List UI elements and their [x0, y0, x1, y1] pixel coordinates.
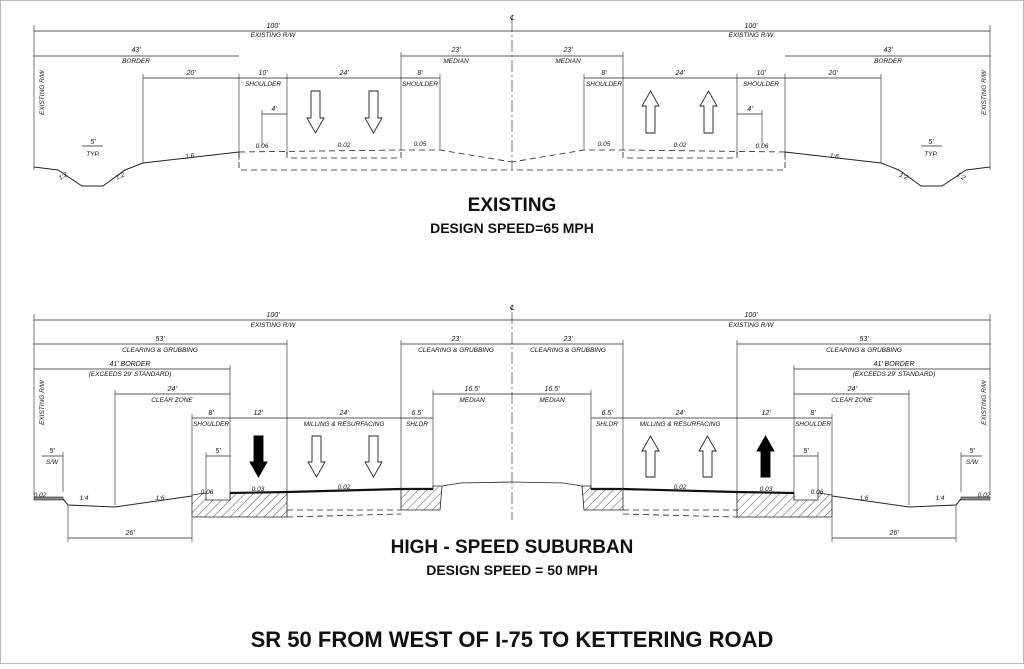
dim-24: 24' — [167, 386, 177, 393]
milling-label: MILLING & RESURFACING — [303, 421, 385, 428]
dim-5: 5' — [90, 139, 96, 146]
dim-23: 23' — [451, 47, 461, 54]
rw-side-label: EXISTING R/W — [981, 70, 988, 115]
dim-24: 24' — [847, 386, 857, 393]
dim-6-5: 6.5' — [411, 410, 423, 417]
up-arrow-solid-icon — [757, 436, 774, 477]
cross-slope: 0.06 — [255, 143, 269, 150]
pavement-profile — [512, 150, 785, 162]
dim-4: 4' — [271, 106, 277, 113]
subgrade-profile — [239, 152, 512, 170]
existing-section — [34, 14, 990, 236]
dim-5: 5' — [49, 448, 55, 455]
rw-side-label: EXISTING R/W — [39, 380, 46, 425]
dim-5: 5' — [969, 448, 975, 455]
shoulder-label: SHOULDER — [585, 81, 623, 88]
existing-right — [512, 23, 990, 186]
median-curb-hatch — [401, 486, 442, 510]
proposed-right — [512, 312, 991, 542]
slope-label: 1:6 — [155, 495, 165, 502]
dim-12: 12' — [761, 410, 771, 417]
border-label: BORDER — [122, 58, 150, 65]
dim-24: 24' — [339, 410, 349, 417]
rw-side-label: EXISTING R/W — [981, 380, 988, 425]
slope-label: 1:2 — [898, 171, 910, 182]
dim-10: 10' — [258, 70, 268, 77]
sw-label: S/W — [45, 459, 59, 466]
dim-16-5: 16.5' — [464, 386, 480, 393]
median-surface — [512, 482, 582, 486]
lane-subgrade — [287, 152, 401, 158]
subgrade-dash — [287, 514, 401, 517]
dim-23: 23' — [451, 336, 461, 343]
milling-label: MILLING & RESURFACING — [639, 421, 721, 428]
ground-profile — [34, 152, 239, 186]
cross-slope: 0.02 — [337, 484, 351, 491]
cg-label: CLEARING & GRUBBING — [418, 347, 494, 354]
dim-43: 43' — [131, 47, 141, 54]
existing-rw-label: EXISTING R/W — [728, 322, 774, 329]
median-label: MEDIAN — [459, 397, 485, 404]
dim-53: 53' — [859, 336, 869, 343]
proposed-design-speed: DESIGN SPEED = 50 MPH — [426, 562, 598, 578]
shldr-label: SHLDR — [595, 421, 619, 428]
median-label: MEDIAN — [539, 397, 565, 404]
up-arrow-icon — [642, 91, 659, 133]
subgrade-dash — [623, 514, 737, 517]
existing-rw-label: EXISTING R/W — [728, 32, 774, 39]
dim-4: 4' — [747, 106, 753, 113]
down-arrow-solid-icon — [250, 436, 267, 477]
existing-design-speed: DESIGN SPEED=65 MPH — [430, 220, 594, 236]
median-surface — [442, 482, 512, 486]
clear-zone-label: CLEAR ZONE — [831, 397, 873, 404]
dim-20: 20' — [828, 70, 838, 77]
ground-profile — [785, 152, 990, 186]
dim-100: 100' — [266, 312, 280, 319]
shoulder-label: SHOULDER — [192, 421, 230, 428]
existing-title: EXISTING — [467, 195, 557, 216]
dim-23: 23' — [563, 336, 573, 343]
slope-label: 1:6 — [829, 152, 840, 161]
dim-24: 24' — [675, 70, 685, 77]
dim-8: 8' — [417, 70, 423, 77]
cross-slope: 0.03 — [251, 486, 265, 493]
cross-slope: 0.05 — [597, 141, 611, 148]
down-arrow-icon — [307, 91, 324, 133]
cross-slope: 0.02 — [977, 492, 991, 499]
drawing-title: SR 50 FROM WEST OF I-75 TO KETTERING ROAD — [250, 627, 774, 652]
dim-41-border: 41' BORDER — [873, 361, 915, 368]
shoulder-label: SHOULDER — [401, 81, 439, 88]
cross-slope: 0.06 — [200, 489, 214, 496]
cross-slope: 0.02 — [337, 142, 351, 149]
subgrade-profile — [512, 152, 785, 170]
up-arrow-icon — [700, 91, 717, 133]
dim-24: 24' — [339, 70, 349, 77]
up-arrow-icon — [642, 436, 659, 477]
border-note: (EXCEEDS 29' STANDARD) — [852, 371, 936, 378]
centerline-symbol: ℄ — [509, 305, 515, 312]
slope-label: 1:6 — [859, 495, 869, 502]
clear-zone-label: CLEAR ZONE — [151, 397, 193, 404]
cg-label: CLEARING & GRUBBING — [122, 347, 198, 354]
pavement-profile — [239, 150, 512, 162]
cross-slope: 0.03 — [759, 486, 773, 493]
dim-24: 24' — [675, 410, 685, 417]
typ-label: TYP. — [86, 151, 100, 158]
cross-slope: 0.02 — [673, 142, 687, 149]
rw-side-label: EXISTING R/W — [39, 70, 46, 115]
cross-slope: 0.06 — [755, 143, 769, 150]
down-arrow-icon — [308, 436, 325, 477]
typ-label: TYP. — [924, 151, 938, 158]
dim-16-5: 16.5' — [544, 386, 560, 393]
slope-label: 1:2 — [955, 171, 967, 182]
slope-label: 1:6 — [184, 152, 195, 161]
slope-label: 1:4 — [79, 495, 89, 502]
existing-rw-label: EXISTING R/W — [250, 32, 296, 39]
proposed-left — [34, 312, 512, 542]
dim-8: 8' — [810, 410, 816, 417]
dim-12: 12' — [253, 410, 263, 417]
median-label: MEDIAN — [443, 58, 469, 65]
dim-26: 26' — [889, 530, 899, 537]
proposed-section — [34, 304, 991, 578]
dim-100: 100' — [266, 23, 280, 30]
proposed-title: HIGH - SPEED SUBURBAN — [390, 537, 634, 558]
slope-label: 1:4 — [935, 495, 945, 502]
dim-100: 100' — [744, 23, 758, 30]
median-curb-hatch — [582, 486, 623, 510]
slope-label: 1:2 — [57, 171, 69, 182]
cross-slope: 0.06 — [810, 489, 824, 496]
dim-5: 5' — [803, 448, 809, 455]
median-label: MEDIAN — [555, 58, 581, 65]
border-note: (EXCEEDS 29' STANDARD) — [88, 371, 172, 378]
down-arrow-icon — [365, 436, 382, 477]
existing-left — [34, 23, 512, 186]
down-arrow-icon — [365, 91, 382, 133]
dim-53: 53' — [155, 336, 165, 343]
dim-5: 5' — [215, 448, 221, 455]
shoulder-label: SHOULDER — [742, 81, 780, 88]
dim-41-border: 41' BORDER — [109, 361, 151, 368]
up-arrow-icon — [699, 436, 716, 477]
dim-10: 10' — [756, 70, 766, 77]
dim-43: 43' — [883, 47, 893, 54]
lane-subgrade — [623, 152, 737, 158]
dim-8: 8' — [601, 70, 607, 77]
cg-label: CLEARING & GRUBBING — [530, 347, 606, 354]
shoulder-label: SHOULDER — [244, 81, 282, 88]
cross-slope: 0.02 — [673, 484, 687, 491]
dim-6-5: 6.5' — [601, 410, 613, 417]
slope-label: 1:2 — [114, 171, 126, 182]
sw-label: S/W — [965, 459, 979, 466]
centerline-symbol: ℄ — [509, 15, 515, 22]
cross-slope: 0.05 — [413, 141, 427, 148]
dim-5: 5' — [928, 139, 934, 146]
existing-rw-label: EXISTING R/W — [250, 322, 296, 329]
dim-26: 26' — [125, 530, 135, 537]
cross-slope: 0.02 — [33, 492, 47, 499]
dim-8: 8' — [208, 410, 214, 417]
cg-label: CLEARING & GRUBBING — [826, 347, 902, 354]
border-label: BORDER — [874, 58, 902, 65]
dim-23: 23' — [563, 47, 573, 54]
shldr-label: SHLDR — [405, 421, 429, 428]
dim-100: 100' — [744, 312, 758, 319]
dim-20: 20' — [186, 70, 196, 77]
shoulder-label: SHOULDER — [794, 421, 832, 428]
